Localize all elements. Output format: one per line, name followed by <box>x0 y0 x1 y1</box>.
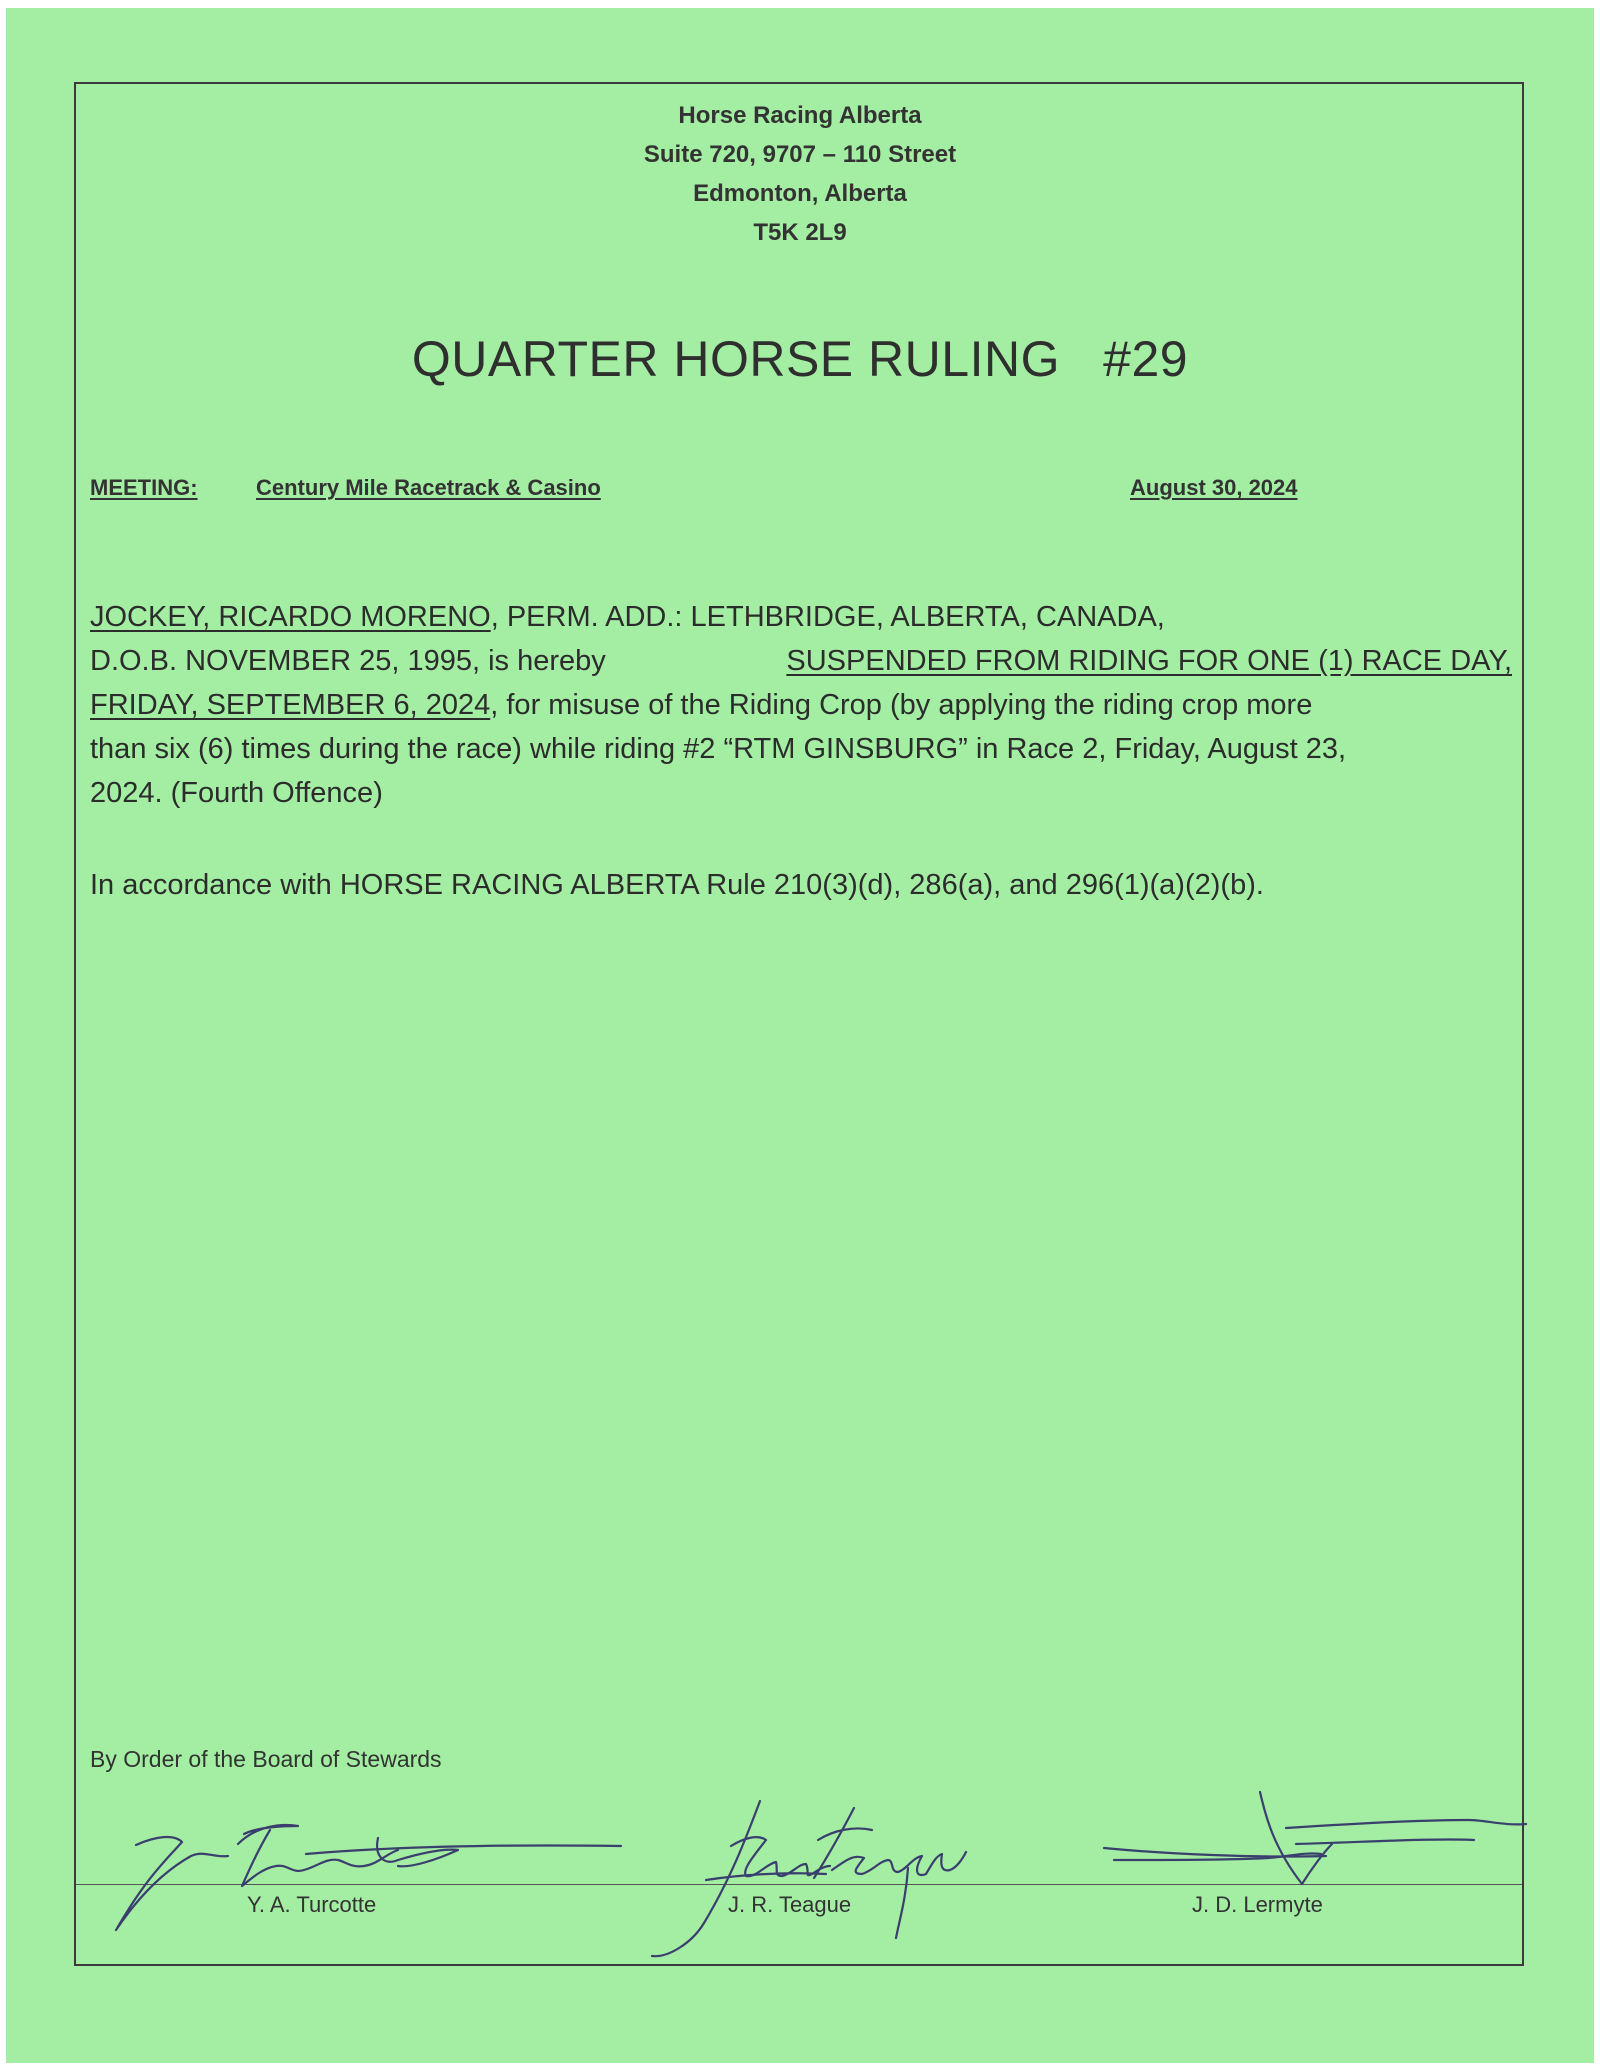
jockey-name: JOCKEY, RICARDO MORENO <box>90 601 491 633</box>
ruling-paragraph <box>90 595 1512 815</box>
ruling-line-2 <box>90 639 1512 683</box>
organization-address: Suite 720, 9707 – 110 Street <box>643 141 957 168</box>
meeting-date: August 30, 2024 <box>1130 475 1298 500</box>
board-order-text: By Order of the Board of Stewards <box>90 1746 442 1772</box>
meeting-venue: Century Mile Racetrack & Casino <box>256 475 601 500</box>
ruling-title: QUARTER HORSE RULING #29 <box>411 331 1189 387</box>
ruling-document <box>6 8 1594 2063</box>
suspension-terms: SUSPENDED FROM RIDING FOR ONE (1) RACE DAY, <box>786 645 1512 677</box>
meeting-label: MEETING: <box>90 475 198 500</box>
signature-line <box>76 1884 1522 1885</box>
jockey-dob: D.O.B. NOVEMBER 25, 1995, is hereby <box>90 645 606 677</box>
organization-city: Edmonton, Alberta <box>693 180 907 207</box>
offence-reason: , for misuse of the Riding Crop (by applying the riding crop more <box>490 689 1313 721</box>
ruling-line-3 <box>90 683 1512 727</box>
organization-name: Horse Racing Alberta <box>678 102 922 129</box>
suspension-date: FRIDAY, SEPTEMBER 6, 2024 <box>90 689 491 721</box>
offence-count: 2024. (Fourth Offence) <box>90 777 383 809</box>
offence-details: than six (6) times during the race) while riding #2 “RTM GINSBURG” in Race 2, Friday, August 23, <box>90 733 1347 765</box>
steward-name-teague: J. R. Teague <box>728 1892 852 1917</box>
letterhead <box>6 96 1594 252</box>
ruling-line-5 <box>90 771 1512 815</box>
meeting-row <box>90 475 1524 505</box>
steward-name-turcotte: Y. A. Turcotte <box>247 1892 377 1917</box>
ruling-line-4 <box>90 727 1512 771</box>
jockey-address: , PERM. ADD.: LETHBRIDGE, ALBERTA, CANADA, <box>490 601 1165 633</box>
ruling-line-1 <box>90 595 1512 639</box>
rules-reference: In accordance with HORSE RACING ALBERTA Rule 210(3)(d), 286(a), and 296(1)(a)(2)(b). <box>90 869 1264 901</box>
steward-name-lermyte: J. D. Lermyte <box>1192 1892 1323 1917</box>
organization-postal-code: T5K 2L9 <box>753 219 847 246</box>
